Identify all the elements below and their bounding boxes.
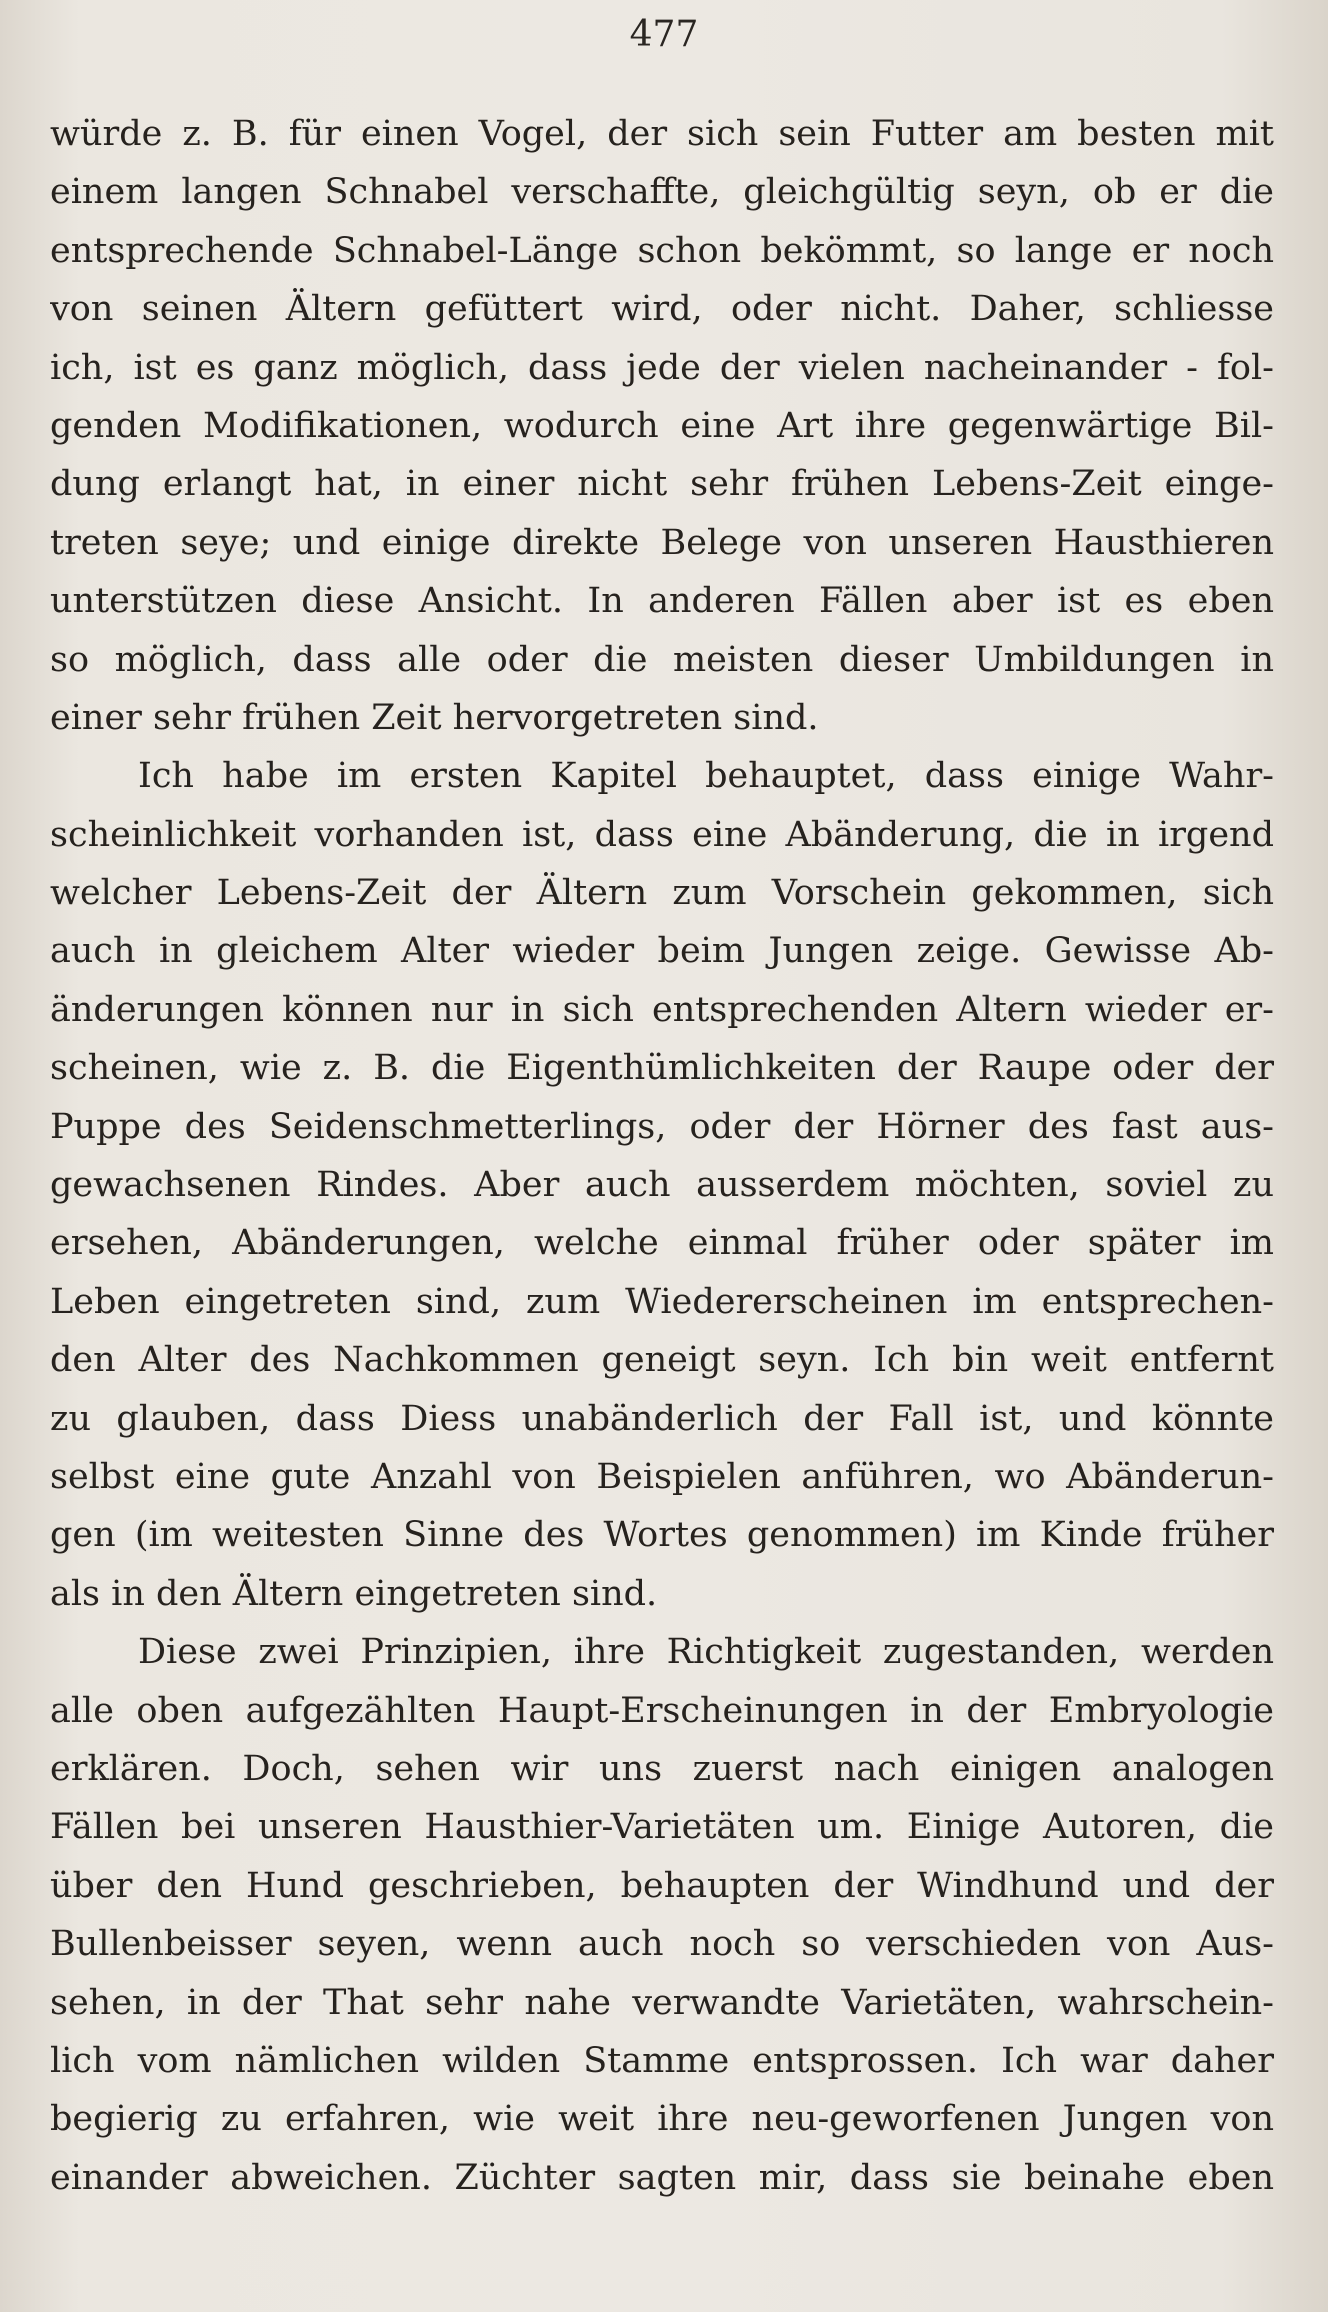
text-line-paragraph-start: Ich habe im ersten Kapitel behauptet, dass einige Wahr-	[138, 756, 1274, 797]
body-text	[50, 105, 1274, 2207]
text-line: gewachsenen Rindes. Aber auch ausserdem möchten, soviel zu	[50, 1165, 1274, 1206]
text-line: lich vom nämlichen wilden Stamme entsprossen. Ich war daher	[50, 2040, 1274, 2081]
text-line: Fällen bei unseren Hausthier-Varietäten um. Einige Autoren, die	[50, 1807, 1274, 1848]
text-line: begierig zu erfahren, wie weit ihre neu-geworfenen Jungen von	[50, 2099, 1274, 2140]
text-line: einem langen Schnabel verschaffte, gleichgültig seyn, ob er die	[50, 172, 1274, 213]
text-line: genden Modifikationen, wodurch eine Art ihre gegenwärtige Bil-	[50, 405, 1274, 446]
text-line: scheinen, wie z. B. die Eigenthümlichkeiten der Raupe oder der	[50, 1048, 1274, 1089]
text-line: erklären. Doch, sehen wir uns zuerst nach einigen analogen	[50, 1748, 1274, 1789]
text-line: würde z. B. für einen Vogel, der sich sein Futter am besten mit	[50, 114, 1274, 154]
text-line-paragraph-end: als in den Ältern eingetreten sind.	[50, 1573, 658, 1614]
text-line: selbst eine gute Anzahl von Beispielen anführen, wo Abänderun-	[50, 1456, 1274, 1497]
text-line: Leben eingetreten sind, zum Wiedererscheinen im entsprechen-	[50, 1281, 1274, 1322]
text-line: dung erlangt hat, in einer nicht sehr frühen Lebens-Zeit einge-	[50, 464, 1274, 505]
text-line-paragraph-end: einer sehr frühen Zeit hervorgetreten sind.	[50, 697, 819, 738]
text-line: den Alter des Nachkommen geneigt seyn. Ich bin weit entfernt	[50, 1340, 1274, 1381]
text-line: so möglich, dass alle oder die meisten dieser Umbildungen in	[50, 639, 1274, 680]
text-line: sehen, in der That sehr nahe verwandte Varietäten, wahrschein-	[50, 1982, 1274, 2023]
text-line: unterstützen diese Ansicht. In anderen Fällen aber ist es eben	[50, 581, 1274, 622]
text-line-paragraph-start: Diese zwei Prinzipien, ihre Richtigkeit zugestanden, werden	[138, 1632, 1274, 1673]
text-line: entsprechende Schnabel-Länge schon bekömmt, so lange er noch	[50, 230, 1274, 271]
text-line: ersehen, Abänderungen, welche einmal früher oder später im	[50, 1223, 1274, 1264]
text-line: änderungen können nur in sich entsprechenden Altern wieder er-	[50, 989, 1274, 1030]
text-line: auch in gleichem Alter wieder beim Jungen zeige. Gewisse Ab-	[50, 931, 1274, 972]
text-line: alle oben aufgezählten Haupt-Erscheinungen in der Embryologie	[50, 1690, 1274, 1731]
text-line: Puppe des Seidenschmetterlings, oder der Hörner des fast aus-	[50, 1106, 1274, 1147]
text-line: treten seye; und einige direkte Belege von unseren Hausthieren	[50, 522, 1274, 563]
text-line: ich, ist es ganz möglich, dass jede der vielen nacheinander - fol-	[50, 347, 1274, 388]
page-number: 477	[629, 14, 699, 55]
text-line: zu glauben, dass Diess unabänderlich der Fall ist, und könnte	[50, 1398, 1274, 1439]
text-line: welcher Lebens-Zeit der Ältern zum Vorschein gekommen, sich	[50, 873, 1274, 914]
text-line: scheinlichkeit vorhanden ist, dass eine Abänderung, die in irgend	[50, 814, 1274, 855]
text-line: gen (im weitesten Sinne des Wortes genommen) im Kinde früher	[50, 1515, 1274, 1556]
text-line: einander abweichen. Züchter sagten mir, dass sie beinahe eben	[50, 2157, 1274, 2198]
text-line: über den Hund geschrieben, behaupten der Windhund und der	[50, 1865, 1274, 1906]
text-line: von seinen Ältern gefüttert wird, oder nicht. Daher, schliesse	[50, 289, 1274, 330]
text-line: Bullenbeisser seyen, wenn auch noch so verschieden von Aus-	[50, 1924, 1274, 1965]
